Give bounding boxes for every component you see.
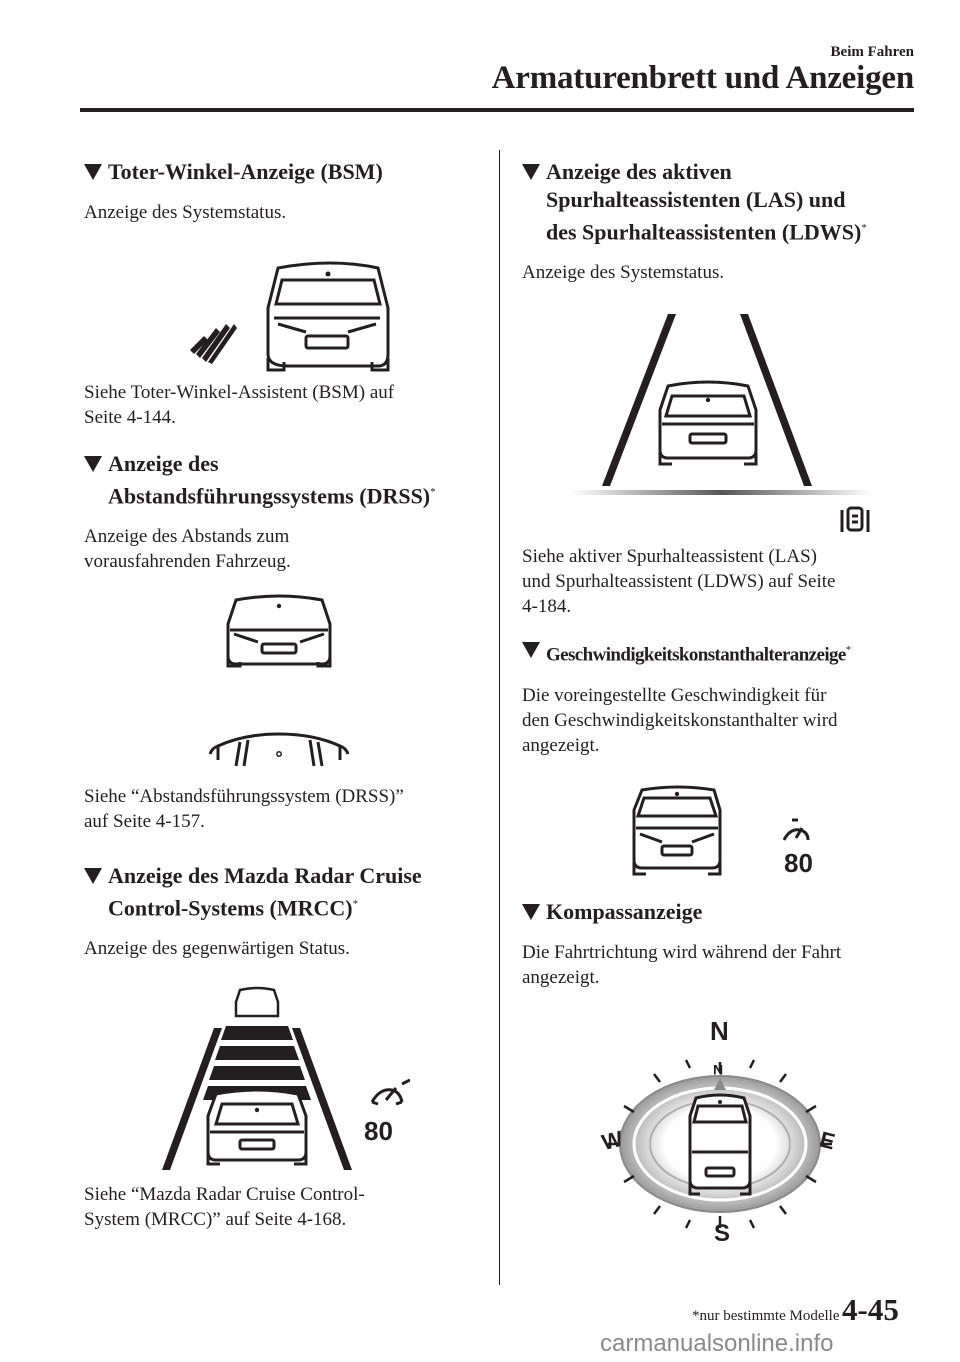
compass-south-label: S xyxy=(714,1220,731,1247)
bsm-section xyxy=(84,158,484,225)
drss-desc-line2: vorausfahrenden Fahrzeug. xyxy=(84,551,291,573)
triangle-marker-icon xyxy=(84,164,102,180)
las-description: Anzeige des Systemstatus. xyxy=(522,262,725,284)
drss-title-line1: Anzeige des xyxy=(108,451,219,476)
las-ref-line3: 4-184. xyxy=(522,596,572,617)
compass-title: Kompassanzeige xyxy=(546,899,703,924)
compass-desc-line2: angezeigt. xyxy=(522,967,600,988)
las-ref-line2: und Spurhalteassistent (LDWS) auf Seite xyxy=(522,571,836,592)
footnote: *nur bestimmte Modelle xyxy=(692,1308,840,1324)
cruise-title: Geschwindigkeitskonstanthalteranzeige xyxy=(546,644,846,666)
mrcc-title-line1: Anzeige des Mazda Radar Cruise xyxy=(108,863,422,888)
las-title-line2: Spurhalteassistenten (LAS) und xyxy=(546,187,846,212)
mrcc-section xyxy=(84,862,484,961)
compass-section xyxy=(522,898,922,990)
drss-desc-line1: Anzeige des Abstands zum xyxy=(84,526,290,548)
header-rule xyxy=(80,108,914,112)
mrcc-description: Anzeige des gegenwärtigen Status. xyxy=(84,938,350,960)
drss-heading xyxy=(84,450,484,510)
mrcc-ref-line2: System (MRCC)” auf Seite 4-168. xyxy=(84,1209,347,1230)
triangle-marker-icon xyxy=(84,456,102,472)
compass-inner-north-label: N xyxy=(713,1062,724,1078)
triangle-marker-icon xyxy=(84,868,102,884)
las-indicator-icon xyxy=(572,310,872,540)
las-title-line3: des Spurhalteassistenten (LDWS) xyxy=(546,219,862,245)
mrcc-speed-readout: 80 xyxy=(364,1116,393,1146)
cruise-speed-readout: 80 xyxy=(784,848,813,878)
drss-section xyxy=(84,450,484,574)
bsm-ref-line1: Siehe Toter-Winkel-Assistent (BSM) auf xyxy=(84,382,395,403)
cruise-heading xyxy=(522,636,922,669)
asterisk-marker: * xyxy=(430,486,436,498)
compass-heading xyxy=(522,898,922,926)
compass-east-label: E xyxy=(817,1126,838,1155)
cruise-section xyxy=(522,636,922,758)
drss-reference xyxy=(84,784,484,834)
asterisk-marker: * xyxy=(861,222,867,234)
drss-indicator-icon xyxy=(204,594,354,770)
bsm-title: Toter-Winkel-Anzeige (BSM) xyxy=(108,159,383,184)
compass-desc-line1: Die Fahrtrichtung wird während der Fahrt xyxy=(522,942,842,963)
compass-rose-icon xyxy=(600,1016,840,1238)
las-title-line1: Anzeige des aktiven xyxy=(546,159,732,184)
bsm-indicator-icon xyxy=(182,258,402,376)
compass-north-label: N xyxy=(710,1016,729,1046)
las-section xyxy=(522,158,922,285)
bsm-ref-line2: Seite 4-144. xyxy=(84,407,176,428)
compass-west-label: W xyxy=(599,1125,626,1156)
chapter-title: Armaturenbrett und Anzeigen xyxy=(491,60,914,96)
drss-ref-line1: Siehe “Abstandsführungssystem (DRSS)” xyxy=(84,786,404,807)
las-heading xyxy=(522,158,922,246)
watermark: carmanualsonline.info xyxy=(600,1330,834,1357)
mrcc-ref-line1: Siehe “Mazda Radar Cruise Control- xyxy=(84,1184,365,1205)
mrcc-title-line2: Control-Systems (MRCC) xyxy=(108,895,353,921)
triangle-marker-icon xyxy=(522,642,540,658)
triangle-marker-icon xyxy=(522,904,540,920)
drss-title-line2: Abstandsführungssystems (DRSS) xyxy=(108,483,431,509)
bsm-heading xyxy=(84,158,484,186)
mrcc-heading xyxy=(84,862,484,922)
mrcc-reference xyxy=(84,1182,484,1232)
triangle-marker-icon xyxy=(522,164,540,180)
cruise-desc-line3: angezeigt. xyxy=(522,735,600,757)
asterisk-marker: * xyxy=(845,644,851,656)
bsm-reference xyxy=(84,380,484,430)
las-reference xyxy=(522,544,922,619)
cruise-desc-line2: den Geschwindigkeitskonstanthalter wird xyxy=(522,710,838,732)
las-ref-line1: Siehe aktiver Spurhalteassistent (LAS) xyxy=(522,546,817,567)
column-divider xyxy=(499,150,500,1285)
section-label: Beim Fahren xyxy=(830,44,914,60)
cruise-desc-line1: Die voreingestellte Geschwindigkeit für xyxy=(522,685,827,707)
bsm-description: Anzeige des Systemstatus. xyxy=(84,202,287,223)
page-number: 4-45 xyxy=(842,1292,899,1327)
drss-ref-line2: auf Seite 4-157. xyxy=(84,811,205,832)
asterisk-marker: * xyxy=(352,898,359,910)
